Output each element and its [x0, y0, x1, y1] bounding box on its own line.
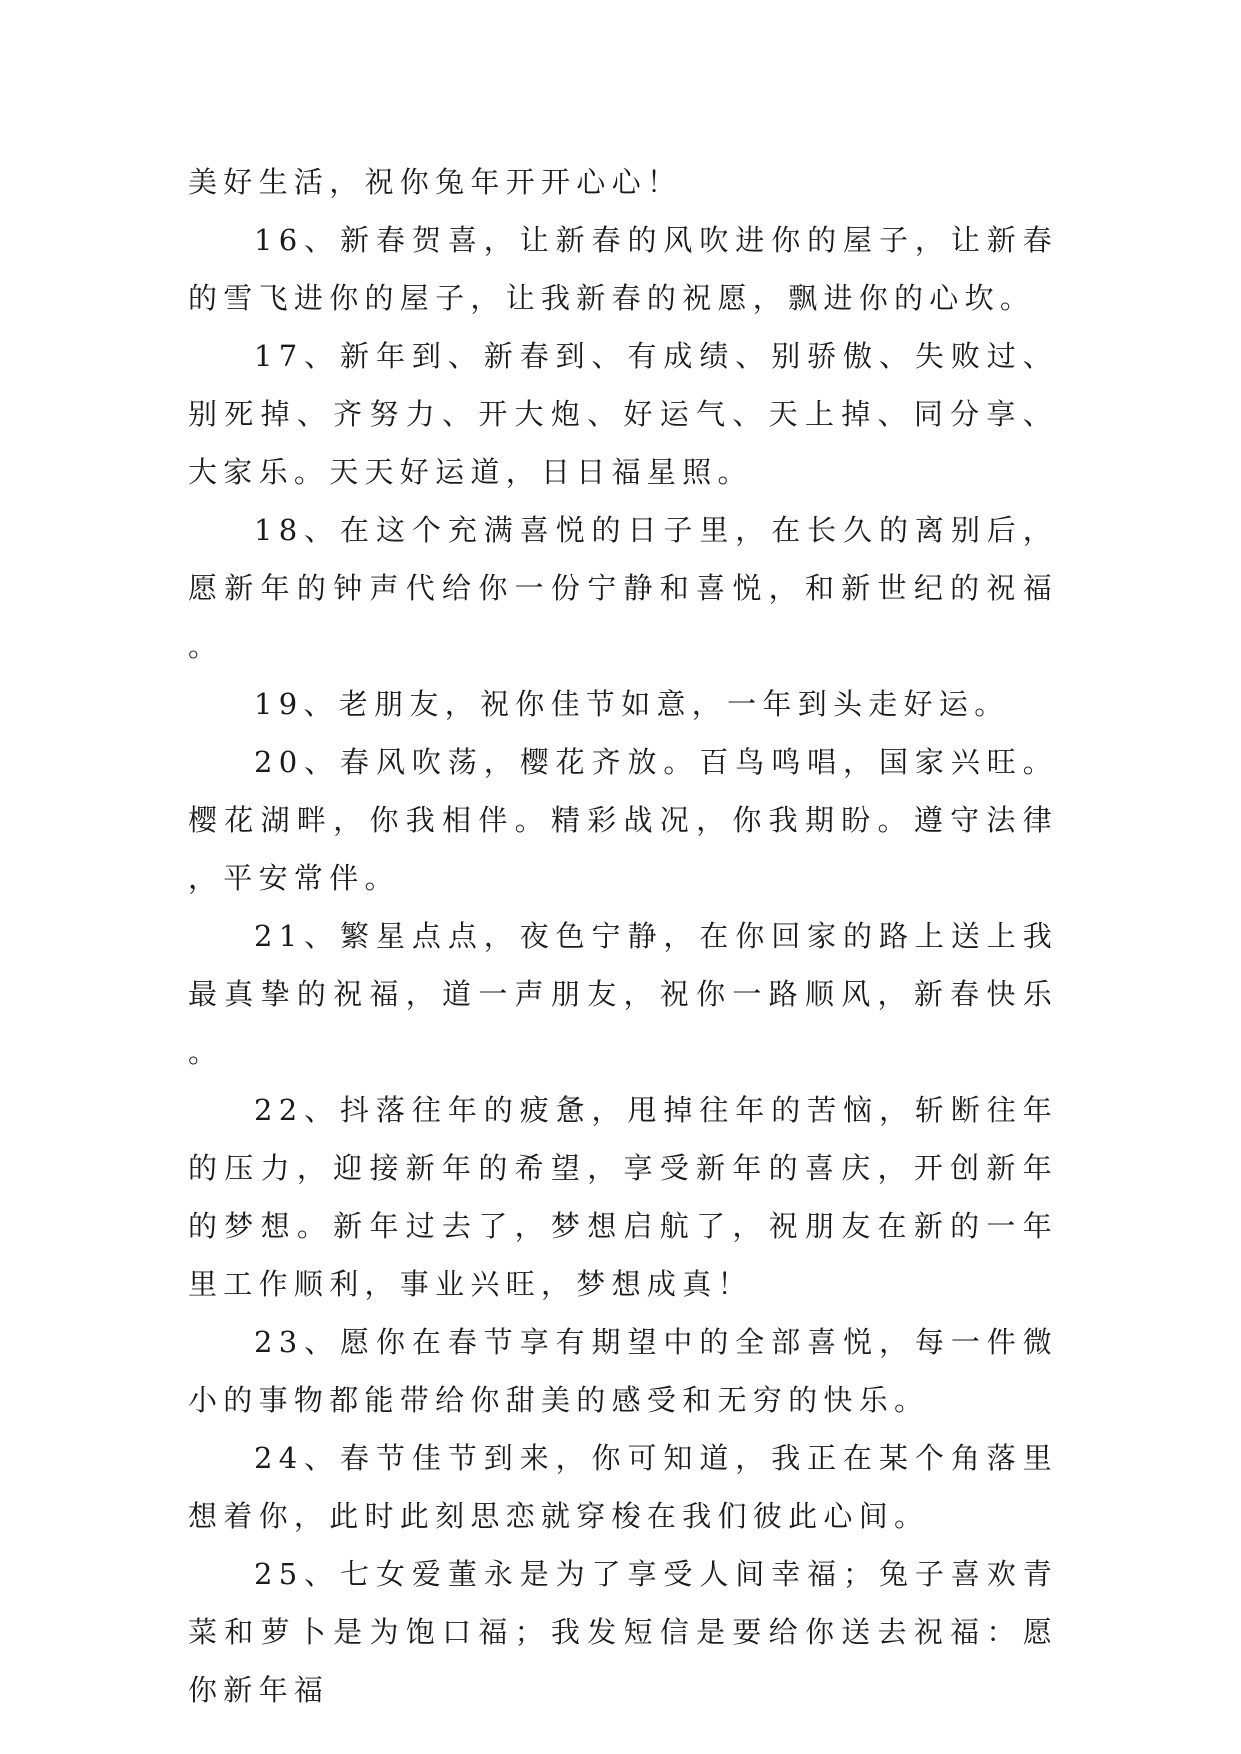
- paragraph-18: 18、在这个充满喜悦的日子里，在长久的离别后，愿新年的钟声代给你一份宁静和喜悦，和新世纪的祝福。: [188, 513, 1058, 663]
- document-body: [188, 153, 1058, 1719]
- paragraph-21: 21、繁星点点，夜色宁静，在你回家的路上送上我最真挚的祝福，道一声朋友，祝你一路顺风，新春快乐。: [188, 919, 1058, 1069]
- paragraph-20: 20、春风吹荡，樱花齐放。百鸟鸣唱，国家兴旺。樱花湖畔，你我相伴。精彩战况，你我期盼。遵守法律，平安常伴。: [188, 745, 1058, 895]
- paragraph-23: 23、愿你在春节享有期望中的全部喜悦，每一件微小的事物都能带给你甜美的感受和无穷的快乐。: [188, 1325, 1058, 1417]
- paragraph-22: 22、抖落往年的疲惫，甩掉往年的苦恼，斩断往年的压力，迎接新年的希望，享受新年的喜庆，开创新年的梦想。新年过去了，梦想启航了，祝朋友在新的一年里工作顺利，事业兴旺，梦想成真！: [188, 1093, 1058, 1301]
- paragraph-25: 25、七女爱董永是为了享受人间幸福；兔子喜欢青菜和萝卜是为饱口福；我发短信是要给你送去祝福：愿你新年福: [188, 1557, 1058, 1707]
- paragraph-19: 19、老朋友，祝你佳节如意，一年到头走好运。: [254, 687, 1010, 721]
- paragraph-17: 17、新年到、新春到、有成绩、别骄傲、失败过、别死掉、齐努力、开大炮、好运气、天上掉、同分享、大家乐。天天好运道，日日福星照。: [188, 339, 1058, 489]
- paragraph-16: 16、新春贺喜，让新春的风吹进你的屋子，让新春的雪飞进你的屋子，让我新春的祝愿，飘进你的心坎。: [188, 223, 1058, 315]
- paragraph-24: 24、春节佳节到来，你可知道，我正在某个角落里想着你，此时此刻思恋就穿梭在我们彼此心间。: [188, 1441, 1058, 1533]
- paragraph-continuation: 美好生活，祝你兔年开开心心！: [188, 165, 683, 199]
